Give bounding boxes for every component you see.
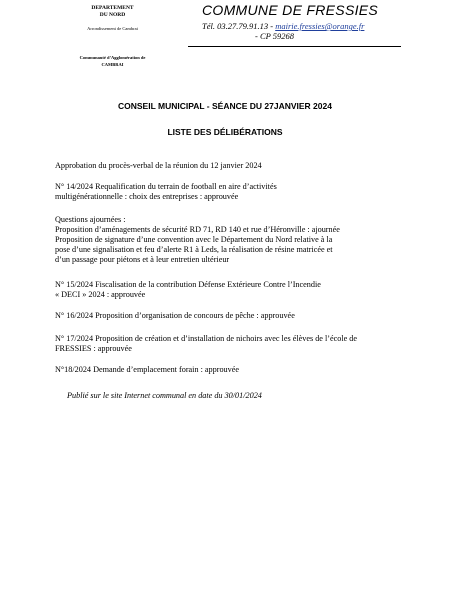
departement-label xyxy=(60,5,165,18)
arrondissement-label: Arrondissement de Cambrai xyxy=(87,26,138,31)
header-divider xyxy=(188,46,401,47)
text-line: N° 14/2024 Requalification du terrain de football en aire d’activités xyxy=(55,182,277,191)
publication-note: Publié sur le site Internet communal en date du 30/01/2024 xyxy=(67,391,262,400)
text-line: Proposition d’aménagements de sécurité RD 71, RD 140 et rue d’Héronville : ajournée xyxy=(55,225,340,234)
text-line: N° 17/2024 Proposition de création et d’installation de nichoirs avec les élèves de l’école de xyxy=(55,334,358,343)
text-line: N° 15/2024 Fiscalisation de la contribution Défense Extérieure Contre l’Incendie xyxy=(55,280,321,289)
deliberation-14 xyxy=(55,182,415,202)
liste-title: LISTE DES DÉLIBÉRATIONS xyxy=(167,127,283,137)
text-line: multigénérationnelle : choix des entreprises : approuvée xyxy=(55,192,239,201)
contact-line xyxy=(202,21,364,31)
text-line: Questions ajournées : xyxy=(55,215,126,224)
communaute-label xyxy=(60,55,165,68)
text-line: pose d’une signalisation et feu d’alerte R1 à Leds, la réalisation de résine matricée et xyxy=(55,245,333,254)
deliberation-18: N°18/2024 Demande d’emplacement forain : approuvée xyxy=(55,365,240,374)
telephone: Tél. 03.27.79.91.13 - xyxy=(202,21,276,31)
communaute-line: Communauté d’Agglomération de xyxy=(79,55,146,60)
approbation-item: Approbation du procès-verbal de la réunion du 12 janvier 2024 xyxy=(55,161,262,170)
deliberation-15 xyxy=(55,280,415,300)
departement-line: DEPARTEMENT xyxy=(91,5,134,11)
postal-code: - CP 59268 xyxy=(255,31,295,41)
text-line: Proposition de signature d’une convention avec le Département du Nord relative à la xyxy=(55,235,333,244)
questions-ajournees xyxy=(55,215,415,265)
text-line: FRESSIES : approuvée xyxy=(55,344,132,353)
email-link[interactable]: mairie.fressies@orange.fr xyxy=(275,21,365,31)
commune-title: COMMUNE DE FRESSIES xyxy=(202,2,379,18)
text-line: d’un passage pour piétons et à leur entretien ultérieur xyxy=(55,255,230,264)
communaute-line: CAMBRAI xyxy=(101,61,124,67)
seance-title: CONSEIL MUNICIPAL - SÉANCE DU 27JANVIER 2024 xyxy=(118,101,332,111)
deliberation-17 xyxy=(55,334,415,354)
text-line: « DECI » 2024 : approuvée xyxy=(55,290,146,299)
departement-line: DU NORD xyxy=(99,11,126,18)
deliberation-16: N° 16/2024 Proposition d’organisation de concours de pêche : approuvée xyxy=(55,311,295,320)
